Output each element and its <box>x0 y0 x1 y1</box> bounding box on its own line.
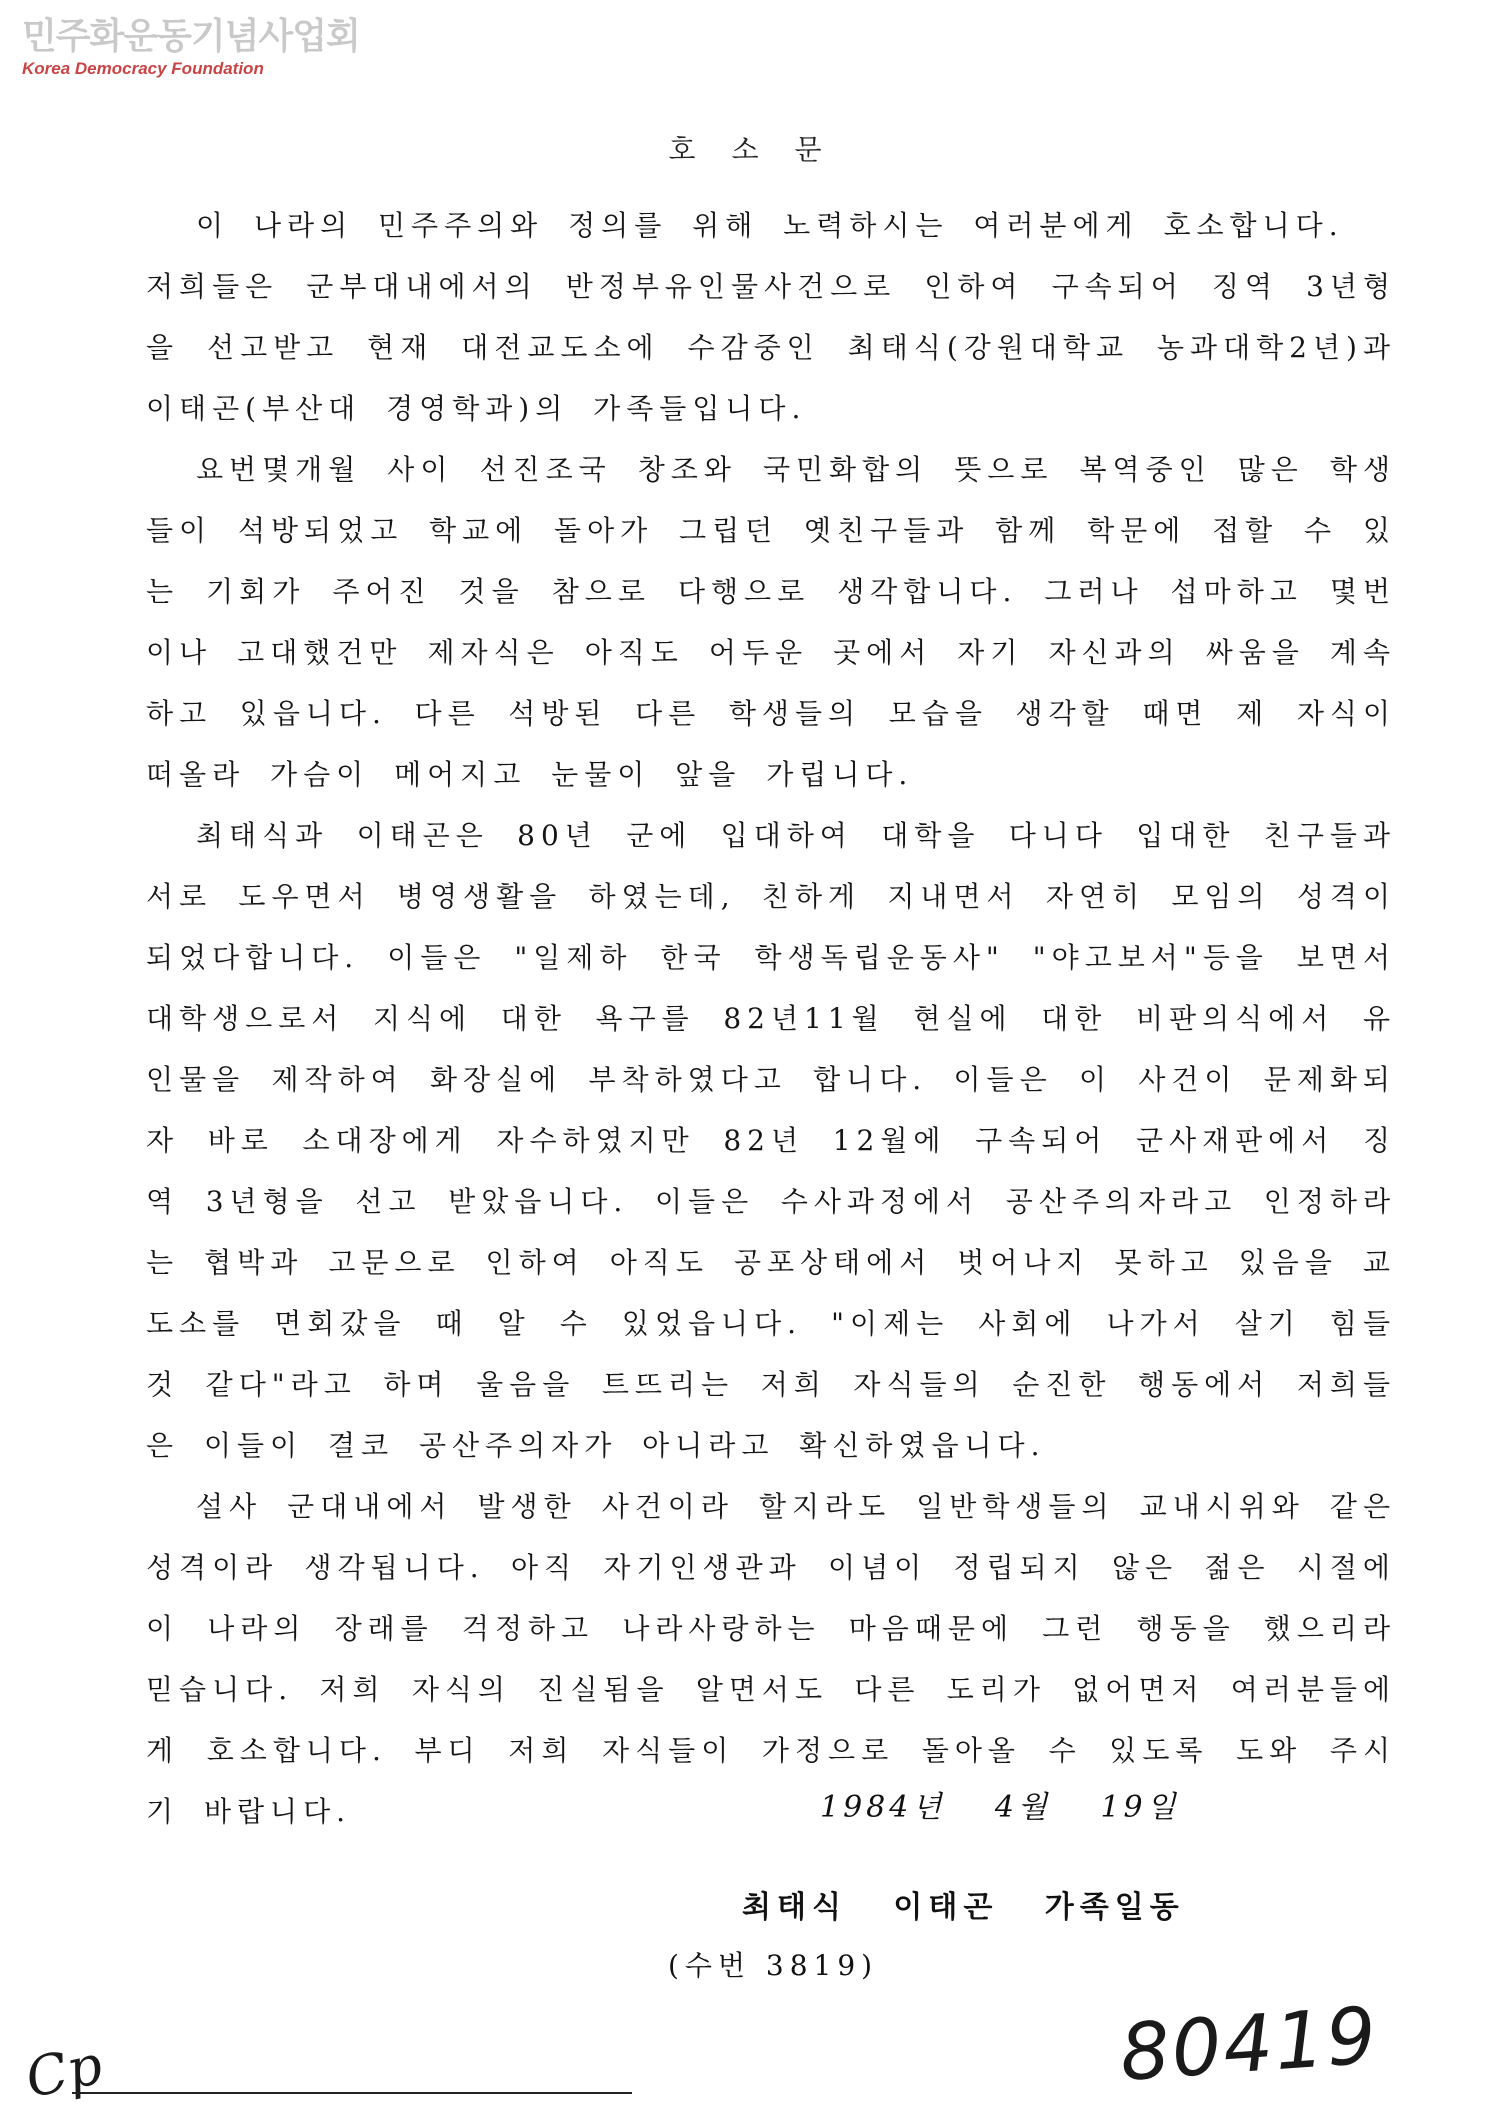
serial-number: (수번 3819) <box>668 1949 879 1982</box>
watermark-logo <box>22 16 360 80</box>
document-title: 호소문 <box>668 133 858 166</box>
document-body <box>146 195 1396 1842</box>
document-date: 1984년 4월 19일 <box>820 1790 1180 1825</box>
document-signer: 최태식 이태곤 가족일동 <box>742 1890 1185 1925</box>
paragraph-2: 저희들은 군부대내에서의 반정부유인물사건으로 인하여 구속되어 징역 3년형을 선고받고 현재 대전교도소에 수감중인 최태식(강원대학교 농과대학2년)과 이태곤(부산대 경영학과)의 가족들입니다. <box>146 270 1396 425</box>
paragraph-5: 설사 군대내에서 발생한 사건이라 할지라도 일반학생들의 교내시위와 같은 성격이라 생각됩니다. 아직 자기인생관과 이념이 정립되지 않은 젊은 시절에 이 나라의 장래를 걱정하고 나라사랑하는 마음때문에 그런 행동을 했으리라 믿습니다. 저희 자식의 진실됨을 알면서도 다른 도리가 없어면저 여러분들에게 호소합니다. 부디 저희 자식들이 가정으로 돌아올 수 있도록 도와 주시기 바랍니다. <box>146 1490 1396 1828</box>
footer-underline <box>72 2092 632 2094</box>
paragraph-4: 최태식과 이태곤은 80년 군에 입대하여 대학을 다니다 입대한 친구들과 서로 도우면서 병영생활을 하였는데, 친하게 지내면서 자연히 모임의 성격이 되었다합니다. 이들은 "일제하 한국 학생독립운동사" "야고보서"등을 보면서 대학생으로서 지식에 대한 욕구를 82년11월 현실에 대한 비판의식에서 유인물을 제작하여 화장실에 부착하였다고 합니다. 이들은 이 사건이 문제화되자 바로 소대장에게 자수하였지만 82년 12월에 구속되어 군사재판에서 징역 3년형을 선고 받았읍니다. 이들은 수사과정에서 공산주의자라고 인정하라는 협박과 고문으로 인하여 아직도 공포상태에서 벗어나지 못하고 있음을 교도소를 면회갔을 때 알 수 있었읍니다. "이제는 사회에 나가서 살기 힘들 것 같다"라고 하며 울음을 트뜨리는 저희 자식들의 순진한 행동에서 저희들은 이들이 결코 공산주의자가 아니라고 확신하였읍니다. <box>146 819 1396 1462</box>
watermark-org-english: Korea Democracy Foundation <box>22 59 264 78</box>
paragraph-1: 이 나라의 민주주의와 정의를 위해 노력하시는 여러분에게 호소합니다. <box>196 209 1344 242</box>
handwritten-number: 80419 <box>1117 1991 1381 2099</box>
watermark-org-korean: 민주화운동기념사업회 <box>22 16 360 57</box>
handwritten-initials: Cp <box>20 2032 108 2110</box>
paragraph-3: 요번몇개월 사이 선진조국 창조와 국민화합의 뜻으로 복역중인 많은 학생들이 석방되었고 학교에 돌아가 그립던 옛친구들과 함께 학문에 접할 수 있는 기회가 주어진 것을 참으로 다행으로 생각합니다. 그러나 섭마하고 몇번이나 고대했건만 제자식은 아직도 어두운 곳에서 자기 자신과의 싸움을 계속하고 있읍니다. 다른 석방된 다른 학생들의 모습을 생각할 때면 제 자식이 떠올라 가슴이 메어지고 눈물이 앞을 가립니다. <box>146 453 1396 791</box>
